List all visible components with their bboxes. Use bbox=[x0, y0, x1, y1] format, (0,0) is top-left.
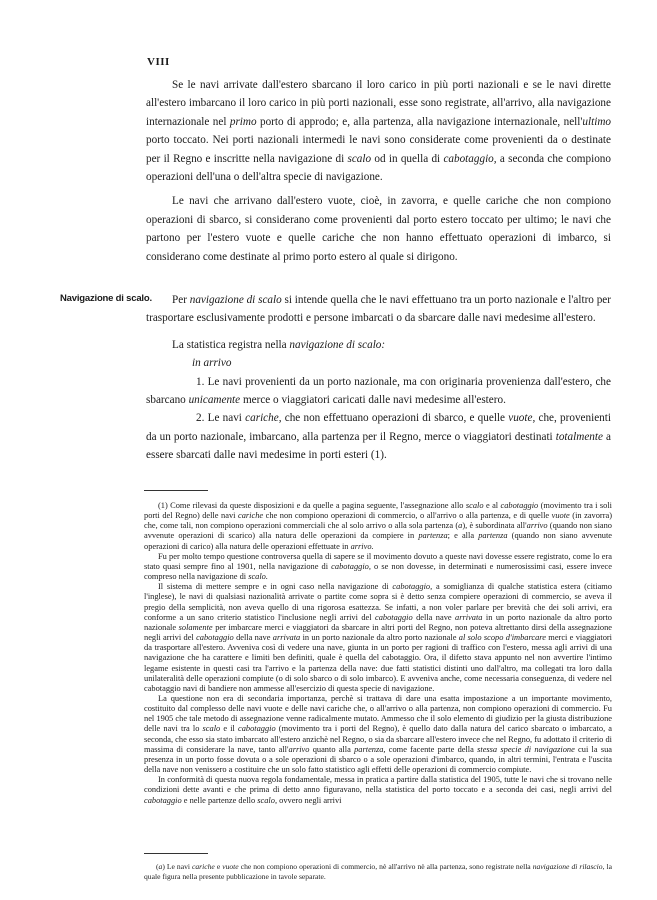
paragraph: Per navigazione di scalo si intende quella che le navi effettuano tra un porto nazionale e l'altro per trasportare esclusivamente prodotti e persone imbarcati o da sbarcare dalle navi medesime all'estero. bbox=[146, 294, 611, 325]
paragraph: Le navi che arrivano dall'estero vuote, cioè, in zavorra, e quelle cariche che non compiono operazioni di sbarco, si considerano come provenienti dal porto estero toccato per ultimo; le navi che partono per l'estero vuote e quelle cariche che non hanno effettuato operazioni di imbarco, si considerano come destinate al primo porto estero al quale si dirigono. bbox=[146, 195, 611, 263]
footnote-paragraph: La questione non era di secondaria importanza, perchè si trattava di dare una esatta impostazione a un importante movimento, costituito dal complesso delle navi vuote e delle navi cariche che, o all'arrivo o alla partenza, non compiono operazioni di commercio. Fu nel 1905 che tale metodo di assegnazione venne radicalmente mutato. Ammesso che il solo elemento di giudizio per la giusta distribuzione delle navi tra lo scalo e il cabotaggio (movimento tra i porti del Regno), è quello dato dalla natura del carico sbarcato o imbarcato, a seconda, che esso sia stato imbarcato all'estero anzichè nel Regno, o sia da sbarcare all'estero invece che nel Regno, fu adottato il criterio di massima di considerare la nave, tanto all'arrivo quanto alla partenza, come facente parte della stessa specie di navigazione cui la sua presenza in un porto fosse dovuta o a sole operazioni di sbarco o a sole operazioni d'imbarco, quando, in altri termini, l'entrata e l'uscita della nave non venissero a costituire che un solo fatto statistico agli effetti delle operazioni di commercio compiute. bbox=[144, 693, 613, 775]
list-item: 2. Le navi cariche, che non effettuano operazioni di sbarco, e quelle vuote, che, provenienti da un porto nazionale, imbarcano, alla partenza per il Regno, merce o viaggiatori destinati totalmente a essere sbarcati dalle navi medesime in porti esteri (1). bbox=[146, 412, 611, 462]
list-item: 1. Le navi provenienti da un porto nazionale, ma con originaria provenienza dall'estero, che sbarcano unicamente merce o viaggiatori caricati dalle navi medesime all'estero. bbox=[146, 375, 611, 407]
footnote-paragraph: Fu per molto tempo questione controversa quella di sapere se il movimento dovuto a queste navi dovesse essere registrato, come lo era stato quasi sempre fino al 1901, nella navigazione di cabotaggio, o se non dovesse, in determinati e numerosissimi casi, essere invece compreso nella navigazione di scalo. bbox=[144, 551, 612, 582]
subheading-in-arrivo: in arrivo bbox=[192, 357, 232, 370]
page-number: VIII bbox=[147, 56, 170, 68]
main-text-top bbox=[146, 76, 611, 266]
sidenote-navigazione-di-scalo: Navigazione di scalo. bbox=[60, 293, 152, 304]
footnote-rule bbox=[144, 490, 208, 491]
footnote-rule-bottom bbox=[144, 853, 208, 854]
paragraph: Se le navi arrivate dall'estero sbarcano il loro carico in più porti nazionali e se le navi dirette all'estero imbarcano il loro carico in più porti nazionali, esse sono registrate, all'arrivo, alla navigazione internazionale nel primo porto di approdo; e, alla partenza, alla navigazione internazionale, nell'ultimo porto toccato. Nei porti nazionali intermedi le navi sono considerate come provenienti da o destinate per il Regno e inscritte nella navigazione di scalo od in quella di cabotaggio, a seconda che compiono operazioni dell'una o dell'altra specie di navigazione. bbox=[146, 79, 612, 184]
main-text-scalo bbox=[146, 291, 611, 465]
footnote-paragraph: Il sistema di mettere sempre e in ogni caso nella navigazione di cabotaggio, a somiglianza di qualche statistica estera (citiamo l'inglese), le navi di qualsiasi nazionalità arrivate o partite come sopra si è detto senza compiere operazioni di commercio, se aveva il pregio della semplicità, non aveva quello di una rigorosa esattezza. Se infatti, a non voler parlare per brevità che dei soli arrivi, era conforme a un sano criterio statistico l'inclusione negli arrivi del cabotaggio della nave arrivata in un porto nazionale da altro porto nazionale solamente per imbarcare merci e viaggiatori da sbarcare in altri porti del Regno, non poteva altrettanto dirsi della assegnazione negli arrivi del cabotaggio della nave arrivata in un porto nazionale da altro porto nazionale al solo scopo d'imbarcare merci e viaggiatori da trasportare all'estero. Avveniva così di vedere una nave, giunta in un porto per ragioni di traffico con l'estero, messa agli arrivi di una navigazione che ha carattere e limiti ben definiti, quale è quella del cabotaggio. Ora, il difetto stava appunto nel non avvertire l'intimo legame esistente in questi casi tra l'arrivo e la partenza della nave: due fatti statistici distinti uno dall'altro, ma collegati tra loro dalla unilateralità delle operazioni compiute (o di solo sbarco o di solo imbarco). E avveniva anche, come necessaria conseguenza, di vedere nel cabotaggio navi di bandiere non ammesse all'esercizio di questa specie di navigazione. bbox=[144, 582, 612, 693]
footnote-paragraph: (1) Come rilevasi da queste disposizioni e da quelle a pagina seguente, l'assegnazione allo scalo e al cabotaggio (movimento tra i soli porti del Regno) delle navi cariche che non compiono operazioni di commercio, o all'arrivo o alla partenza, e di quelle vuote (in zavorra) che, come tali, non compiono operazioni commerciali che al solo arrivo o alla sola partenza (a), è subordinata all'arrivo (quando non siano avvenute operazioni di scarico) alla natura delle operazioni da compiere in partenza; e alla partenza (quando non siano avvenute operazioni di carico) alla natura delle operazioni effettuate in arrivo. bbox=[144, 501, 613, 551]
footnote-a: (a) Le navi cariche e vuote che non compiono operazioni di commercio, nè all'arrivo nè alla partenza, sono registrate nella navigazione di rilascio, la quale figura nella presente pubblicazione in tavole separate. bbox=[144, 862, 612, 881]
footnote-paragraph: In conformità di questa nuova regola fondamentale, messa in pratica a partire dalla statistica del 1905, tutte le navi che si trovano nelle condizioni dette avanti e che prima di detto anno figuravano, nella statistica del porto toccato e a seconda dei casi, negli arrivi del cabotaggio e nelle partenze dello scalo, ovvero negli arrivi bbox=[144, 775, 612, 805]
footnote-1 bbox=[144, 501, 612, 806]
paragraph: La statistica registra nella navigazione di scalo: bbox=[172, 338, 386, 351]
